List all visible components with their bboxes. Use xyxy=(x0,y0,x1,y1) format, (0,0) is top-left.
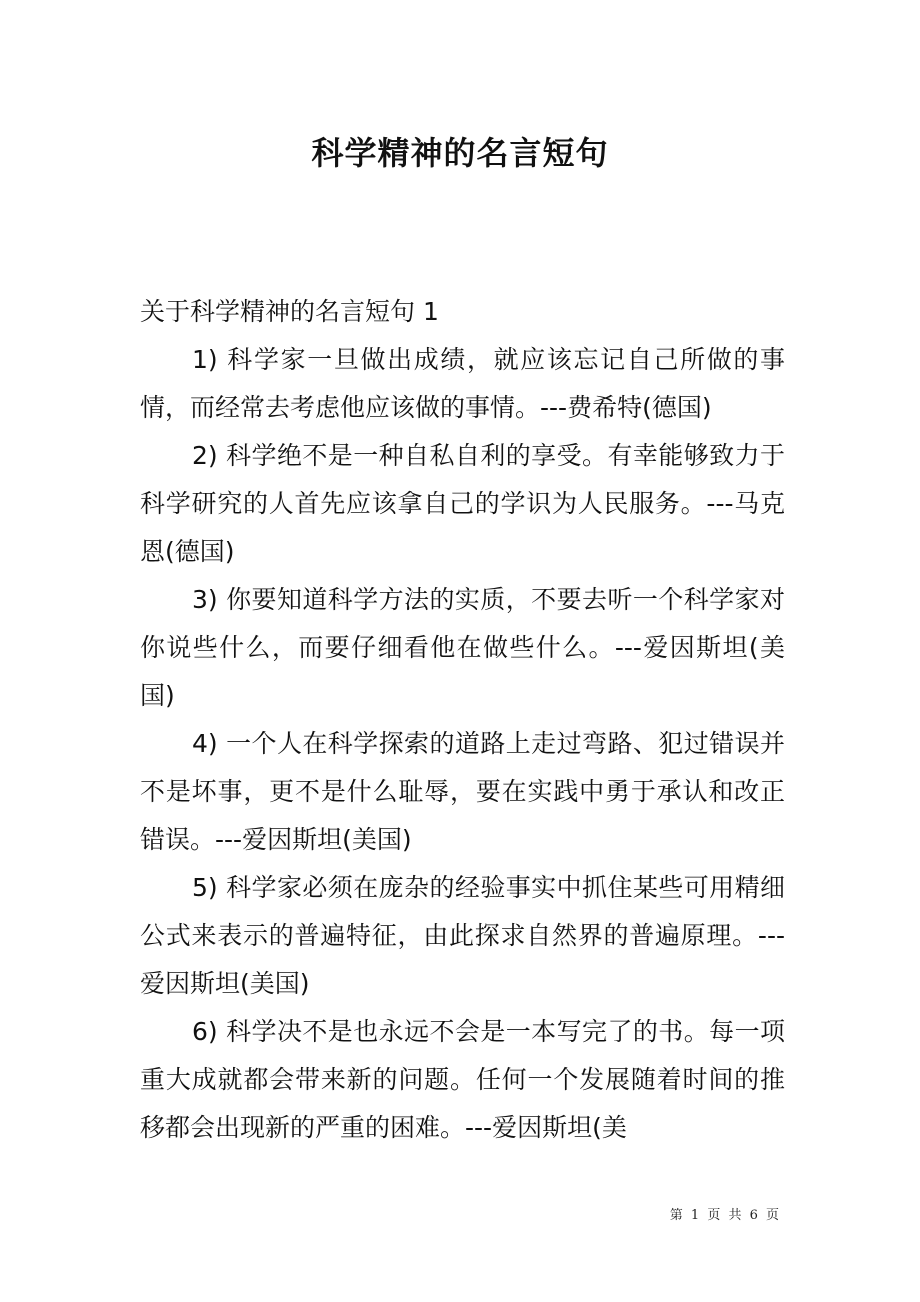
document-body xyxy=(140,288,785,1152)
quote-text: 科学家一旦做出成绩，就应该忘记自己所做的事情，而经常去考虑他应该做的事情。---费希特(德国) xyxy=(140,345,785,422)
quote-number: 5) xyxy=(192,873,218,902)
quote-item xyxy=(140,864,785,1008)
quote-item xyxy=(140,432,785,576)
quote-text: 一个人在科学探索的道路上走过弯路、犯过错误并不是坏事，更不是什么耻辱，要在实践中勇于承认和改正错误。---爱因斯坦(美国) xyxy=(140,729,785,854)
quote-item xyxy=(140,720,785,864)
page-footer: 第 1 页 共 6 页 xyxy=(669,1208,781,1223)
quote-item xyxy=(140,1008,785,1152)
quote-item xyxy=(140,336,785,432)
quote-text: 科学决不是也永远不会是一本写完了的书。每一项重大成就都会带来新的问题。任何一个发展随着时间的推移都会出现新的严重的困难。---爱因斯坦(美 xyxy=(140,1017,785,1142)
quote-item xyxy=(140,576,785,720)
quote-text: 你要知道科学方法的实质，不要去听一个科学家对你说些什么，而要仔细看他在做些什么。---爱因斯坦(美国) xyxy=(140,585,785,710)
page-title: 科学精神的名言短句 xyxy=(311,134,609,172)
quote-text: 科学家必须在庞杂的经验事实中抓住某些可用精细公式来表示的普遍特征，由此探求自然界的普遍原理。---爱因斯坦(美国) xyxy=(140,873,785,998)
quote-number: 2) xyxy=(192,441,218,470)
section-heading: 关于科学精神的名言短句 1 xyxy=(140,297,439,326)
quote-number: 6) xyxy=(192,1017,218,1046)
quote-number: 4) xyxy=(192,729,218,758)
quote-number: 1) xyxy=(192,345,218,374)
quote-text: 科学绝不是一种自私自利的享受。有幸能够致力于科学研究的人首先应该拿自己的学识为人民服务。---马克恩(德国) xyxy=(140,441,785,566)
quote-number: 3) xyxy=(192,585,218,614)
